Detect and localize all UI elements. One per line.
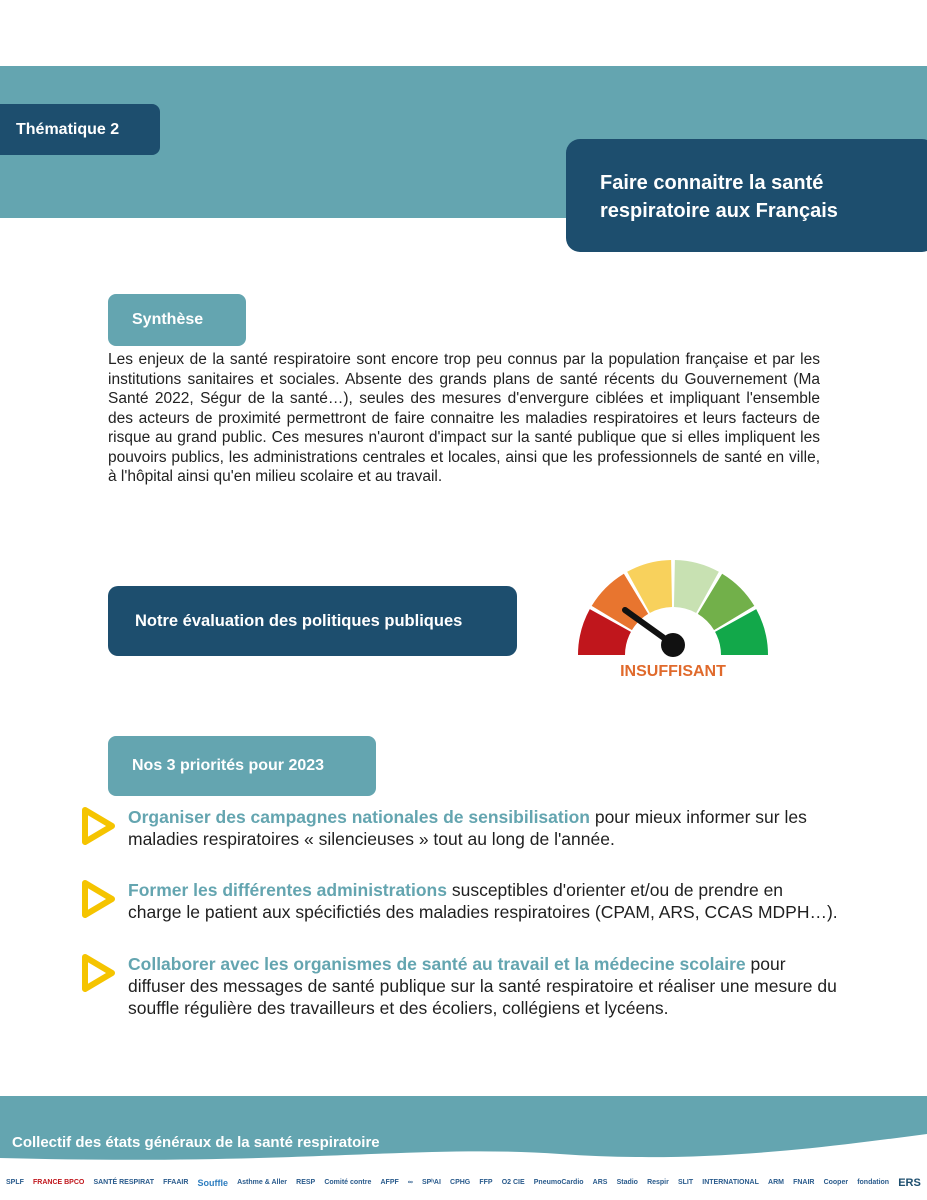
play-arrow-icon	[80, 953, 118, 993]
page-title-line-2: respiratoire aux Français	[600, 200, 838, 222]
partner-logos	[0, 1166, 927, 1200]
partner-logo: ERS	[898, 1177, 921, 1189]
play-arrow-icon	[80, 806, 118, 846]
priority-highlight: Collaborer avec les organismes de santé au travail et la médecine scolaire	[128, 954, 746, 974]
priority-highlight: Organiser des campagnes nationales de sensibilisation	[128, 807, 590, 827]
partner-logo: FFAAIR	[163, 1179, 189, 1186]
priority-text: susceptibles d'orienter et/ou de prendre en charge le patient aux spécifictiés des maladies respiratoires (CPAM, ARS, CCAS MDPH…).	[128, 880, 838, 922]
evaluation-heading: Notre évaluation des politiques publiques	[108, 586, 517, 656]
page-title	[566, 139, 927, 252]
partner-logo: SLIT	[677, 1179, 694, 1186]
partner-logo: Stadio	[616, 1179, 638, 1186]
partner-logo: Cooper	[823, 1179, 849, 1186]
partner-logo: Respir	[647, 1179, 669, 1186]
partner-logo: O2 CIE	[501, 1179, 525, 1186]
partner-logo: CPHG	[450, 1179, 471, 1186]
gauge-needle-hub	[661, 633, 685, 657]
page-title-line-1: Faire connaitre la santé	[600, 172, 824, 194]
evaluation-rating: INSUFFISANT	[620, 663, 726, 680]
priority-item-1	[80, 806, 840, 850]
partner-logo: Souffle	[197, 1178, 228, 1188]
partner-logo: fondation	[857, 1179, 890, 1186]
partner-logo: ARS	[592, 1179, 608, 1186]
partner-logo: SANTÉ RESPIRAT	[93, 1179, 154, 1186]
footer-title: Collectif des états généraux de la santé respiratoire	[12, 1134, 380, 1151]
priority-highlight: Former les différentes administrations	[128, 880, 447, 900]
synthesis-heading: Synthèse	[108, 294, 246, 346]
priority-text: pour mieux informer sur les maladies respiratoires « silencieuses » tout au long de l'année.	[128, 807, 807, 849]
partner-logo: FRANCE BPCO	[33, 1179, 85, 1186]
partner-logo: INTERNATIONAL	[702, 1179, 759, 1186]
partner-logo: FNAIR	[793, 1179, 815, 1186]
priority-item-2	[80, 879, 840, 923]
priorities-heading: Nos 3 priorités pour 2023	[108, 736, 376, 796]
play-arrow-icon	[80, 879, 118, 919]
partner-logo: SPLF	[6, 1179, 24, 1186]
partner-logo: Asthme & Aller	[237, 1179, 288, 1186]
footer-band	[0, 1096, 927, 1166]
partner-logo: Comité contre	[324, 1179, 372, 1186]
priority-text: pour diffuser des messages de santé publique sur la santé respiratoire et réaliser une mesure du souffle régulière des travailleurs et des écoliers, collégiens et lycéens.	[128, 954, 837, 1018]
partner-logo: ∞	[407, 1179, 413, 1186]
partner-logo: ARM	[768, 1179, 784, 1186]
priority-item-3	[80, 953, 840, 1019]
partner-logo: AFPF	[380, 1179, 399, 1186]
synthesis-text: Les enjeux de la santé respiratoire sont encore trop peu connus par la population française et par les institutions sanitaires et sociales. Absente des grands plans de santé récents du Gouvernement (Ma Santé 2022, Ségur de la santé…), seules des mesures d'envergure ciblées et impliquant l'ensemble des acteurs de proximité permettront de faire connaitre les maladies respiratoires et leurs facteurs de risque au grand public. Ces mesures n'auront d'impact sur la santé publique que si elles impliquent les pouvoirs publics, les administrations centrales et locales, ainsi que les professionnels de santé en ville, à l'hôpital ainsi qu'en milieu scolaire et au travail.	[108, 351, 820, 485]
partner-logo: SPʰAI	[421, 1179, 441, 1186]
partner-logo: RESP	[296, 1179, 316, 1186]
gauge-chart	[578, 560, 768, 660]
theme-tag: Thématique 2	[0, 104, 160, 155]
partner-logo: PneumoCardio	[533, 1179, 584, 1186]
partner-logo: FFP	[479, 1179, 493, 1186]
